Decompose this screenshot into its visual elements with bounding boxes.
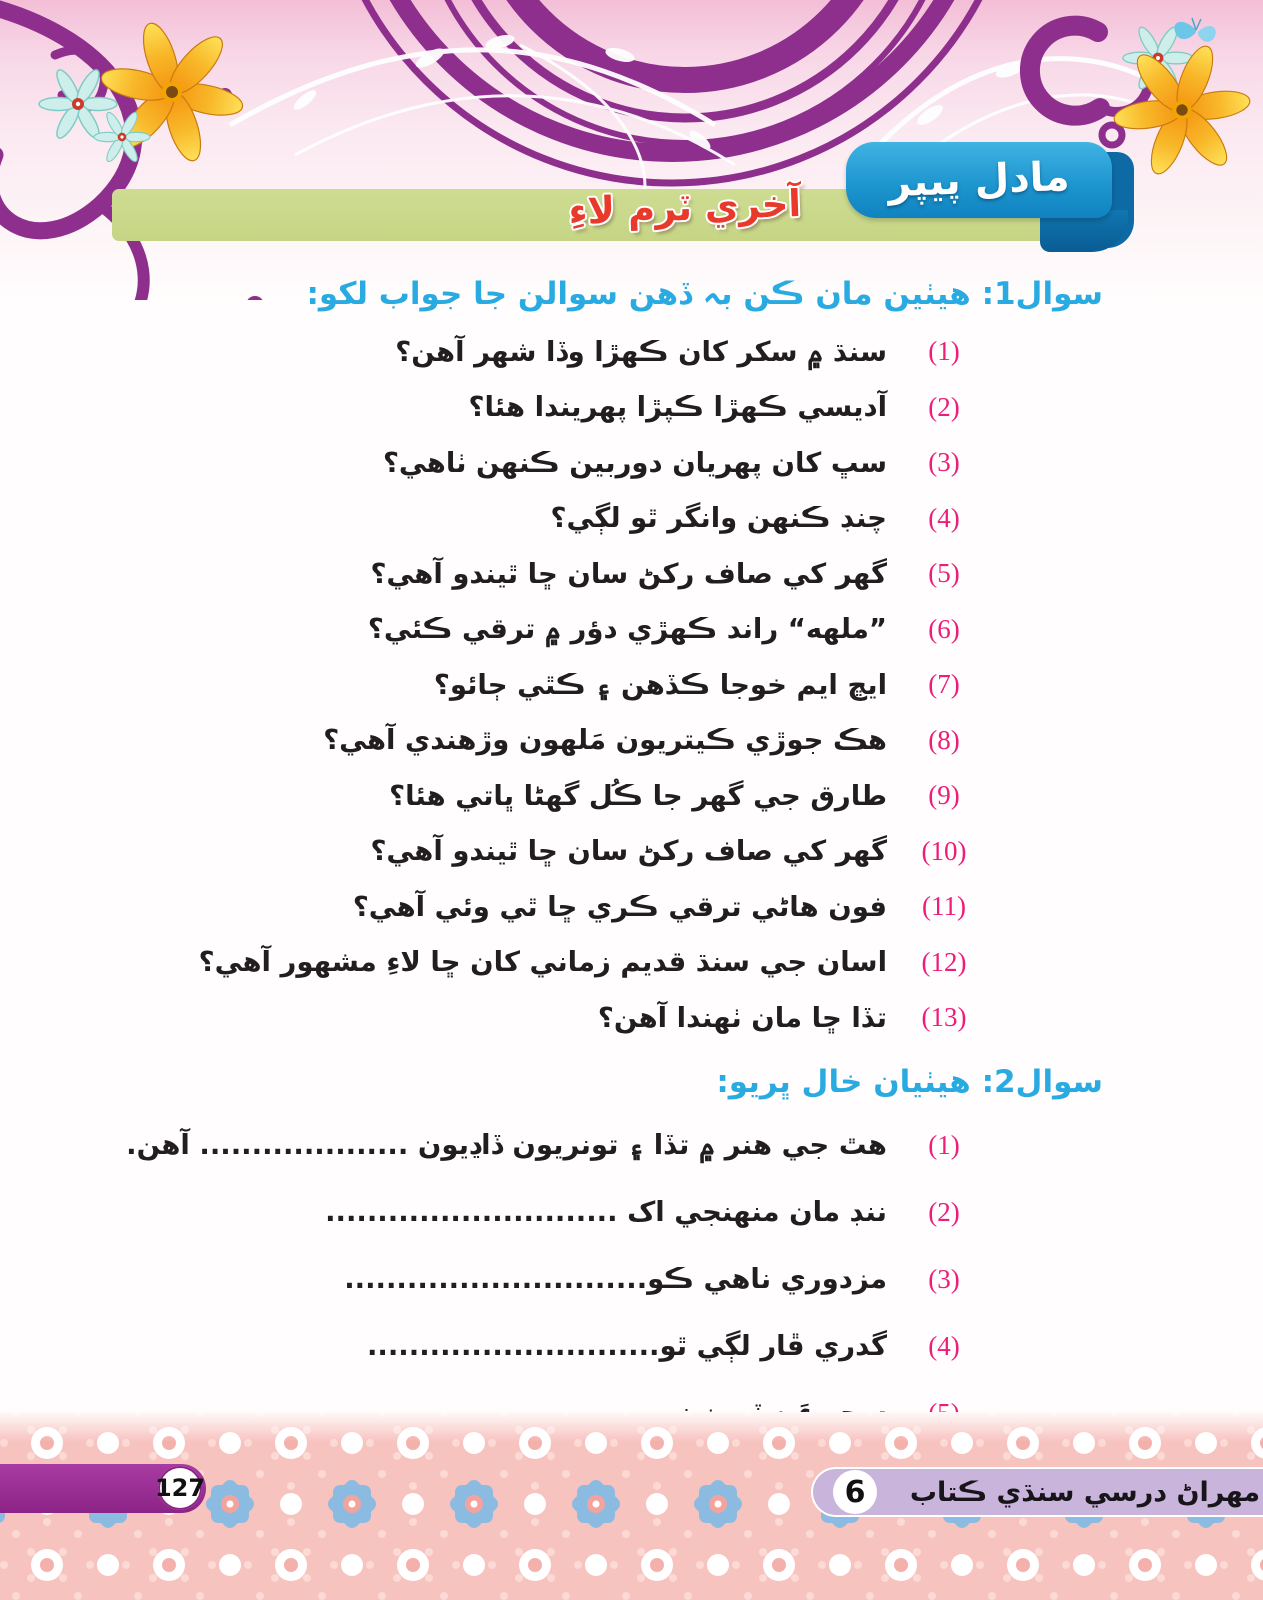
question-text: چنڊ ڪنهن وانگر ٿو لڳي؟ (550, 502, 887, 535)
question-text: آديسي ڪهڙا ڪپڙا پهريندا هئا؟ (468, 391, 887, 424)
question-text: ايڇ ايم خوجا ڪڏهن ۽ ڪٿي ڄائو؟ (433, 668, 887, 701)
fill-blank-text: گدري ڦار لڳي ٿو............................ (366, 1330, 887, 1362)
question-row (0, 324, 1263, 380)
question2-heading: سوال2: هيٺيان خال ڀريو: (716, 1063, 1103, 1100)
term-banner-label: آخري ٽرم لاءِ (567, 181, 802, 234)
question-text: گهر کي صاف رکڻ سان ڇا ٿيندو آهي؟ (370, 835, 887, 868)
question-number: (4) (928, 1330, 960, 1361)
question-row (0, 768, 1263, 824)
question-text: گهر کي صاف رکڻ سان ڇا ٿيندو آهي؟ (370, 557, 887, 590)
question-number: (3) (928, 447, 960, 478)
question-row (0, 657, 1263, 713)
question-text: سنڌ ۾ سکر کان ڪهڙا وڏا شهر آهن؟ (395, 335, 887, 368)
question-number: (1) (928, 336, 960, 367)
question-number: (13) (921, 1002, 967, 1033)
question-text: هڪ جوڙي ڪيتريون مَلهون وڙهندي آهي؟ (323, 724, 887, 757)
question2-list (0, 1112, 1263, 1447)
footer-decoration (0, 1412, 1263, 1600)
question1-list (0, 324, 1263, 1046)
book-number-badge: 6 (833, 1470, 877, 1514)
question-text: اسان جي سنڌ قديم زماني کان ڇا لاءِ مشهور آهي؟ (198, 946, 887, 979)
question-number: (7) (928, 669, 960, 700)
question-text: فون هاڻي ترقي ڪري ڇا ٿي وئي آهي؟ (352, 890, 887, 923)
exam-content (0, 264, 1263, 1447)
question-number: (11) (922, 891, 966, 922)
question-number: (2) (928, 1196, 960, 1227)
model-paper-ribbon (846, 142, 1112, 218)
fill-blank-row (0, 1313, 1263, 1380)
question-number: (5) (928, 558, 960, 589)
question-text: تڏا ڇا مان ٺهندا آهن؟ (597, 1001, 887, 1034)
fill-blank-row (0, 1246, 1263, 1313)
question-text: ”ملهه“ راند ڪهڙي دؤر ۾ ترقي ڪئي؟ (367, 613, 887, 646)
butterfly-icon (1174, 18, 1215, 42)
question-row (0, 602, 1263, 658)
fill-blank-text: ننڊ مان منهنجي اک ............................ (325, 1196, 887, 1228)
question-number: (4) (928, 502, 960, 533)
question-number: (12) (921, 946, 967, 977)
question-number: (3) (928, 1263, 960, 1294)
question1-heading: سوال1: هيٺين مان ڪن بہ ڏهن سوالن جا جواب لکو: (306, 276, 1103, 312)
question-row (0, 990, 1263, 1046)
question-row (0, 879, 1263, 935)
book-title: مهراڻ درسي سنڌي ڪتاب (909, 1476, 1261, 1508)
question-number: (6) (928, 613, 960, 644)
fill-blank-text: مزدوري ناهي ڪو............................. (344, 1263, 887, 1295)
fill-blank-row (0, 1179, 1263, 1246)
question-number: (8) (928, 724, 960, 755)
fill-blank-text: هٿ جي هنر ۾ تڏا ۽ تونريون ڏاڍيون .................... آهن. (126, 1129, 887, 1161)
question-row (0, 546, 1263, 602)
question-row (0, 491, 1263, 547)
question-row (0, 713, 1263, 769)
question-row (0, 935, 1263, 991)
question-row (0, 435, 1263, 491)
question-number: (1) (928, 1129, 960, 1160)
question-row (0, 380, 1263, 436)
page-number-bar (0, 1464, 206, 1513)
fill-blank-row (0, 1112, 1263, 1179)
page-number-badge: 127 (158, 1466, 202, 1510)
right-swirl-decoration (974, 26, 1148, 158)
question-text: سڀ کان پهريان دوربين ڪنهن ٺاهي؟ (382, 446, 887, 479)
question-number: (9) (928, 780, 960, 811)
book-title-bar (811, 1467, 1263, 1517)
question-text: طارق جي گهر جا ڪُل گهڻا ڀاتي هئا؟ (389, 779, 887, 812)
question-row (0, 824, 1263, 880)
question-number: (2) (928, 391, 960, 422)
question-number: (10) (921, 835, 967, 866)
model-paper-ribbon-label: مادل پيپر (887, 153, 1071, 207)
